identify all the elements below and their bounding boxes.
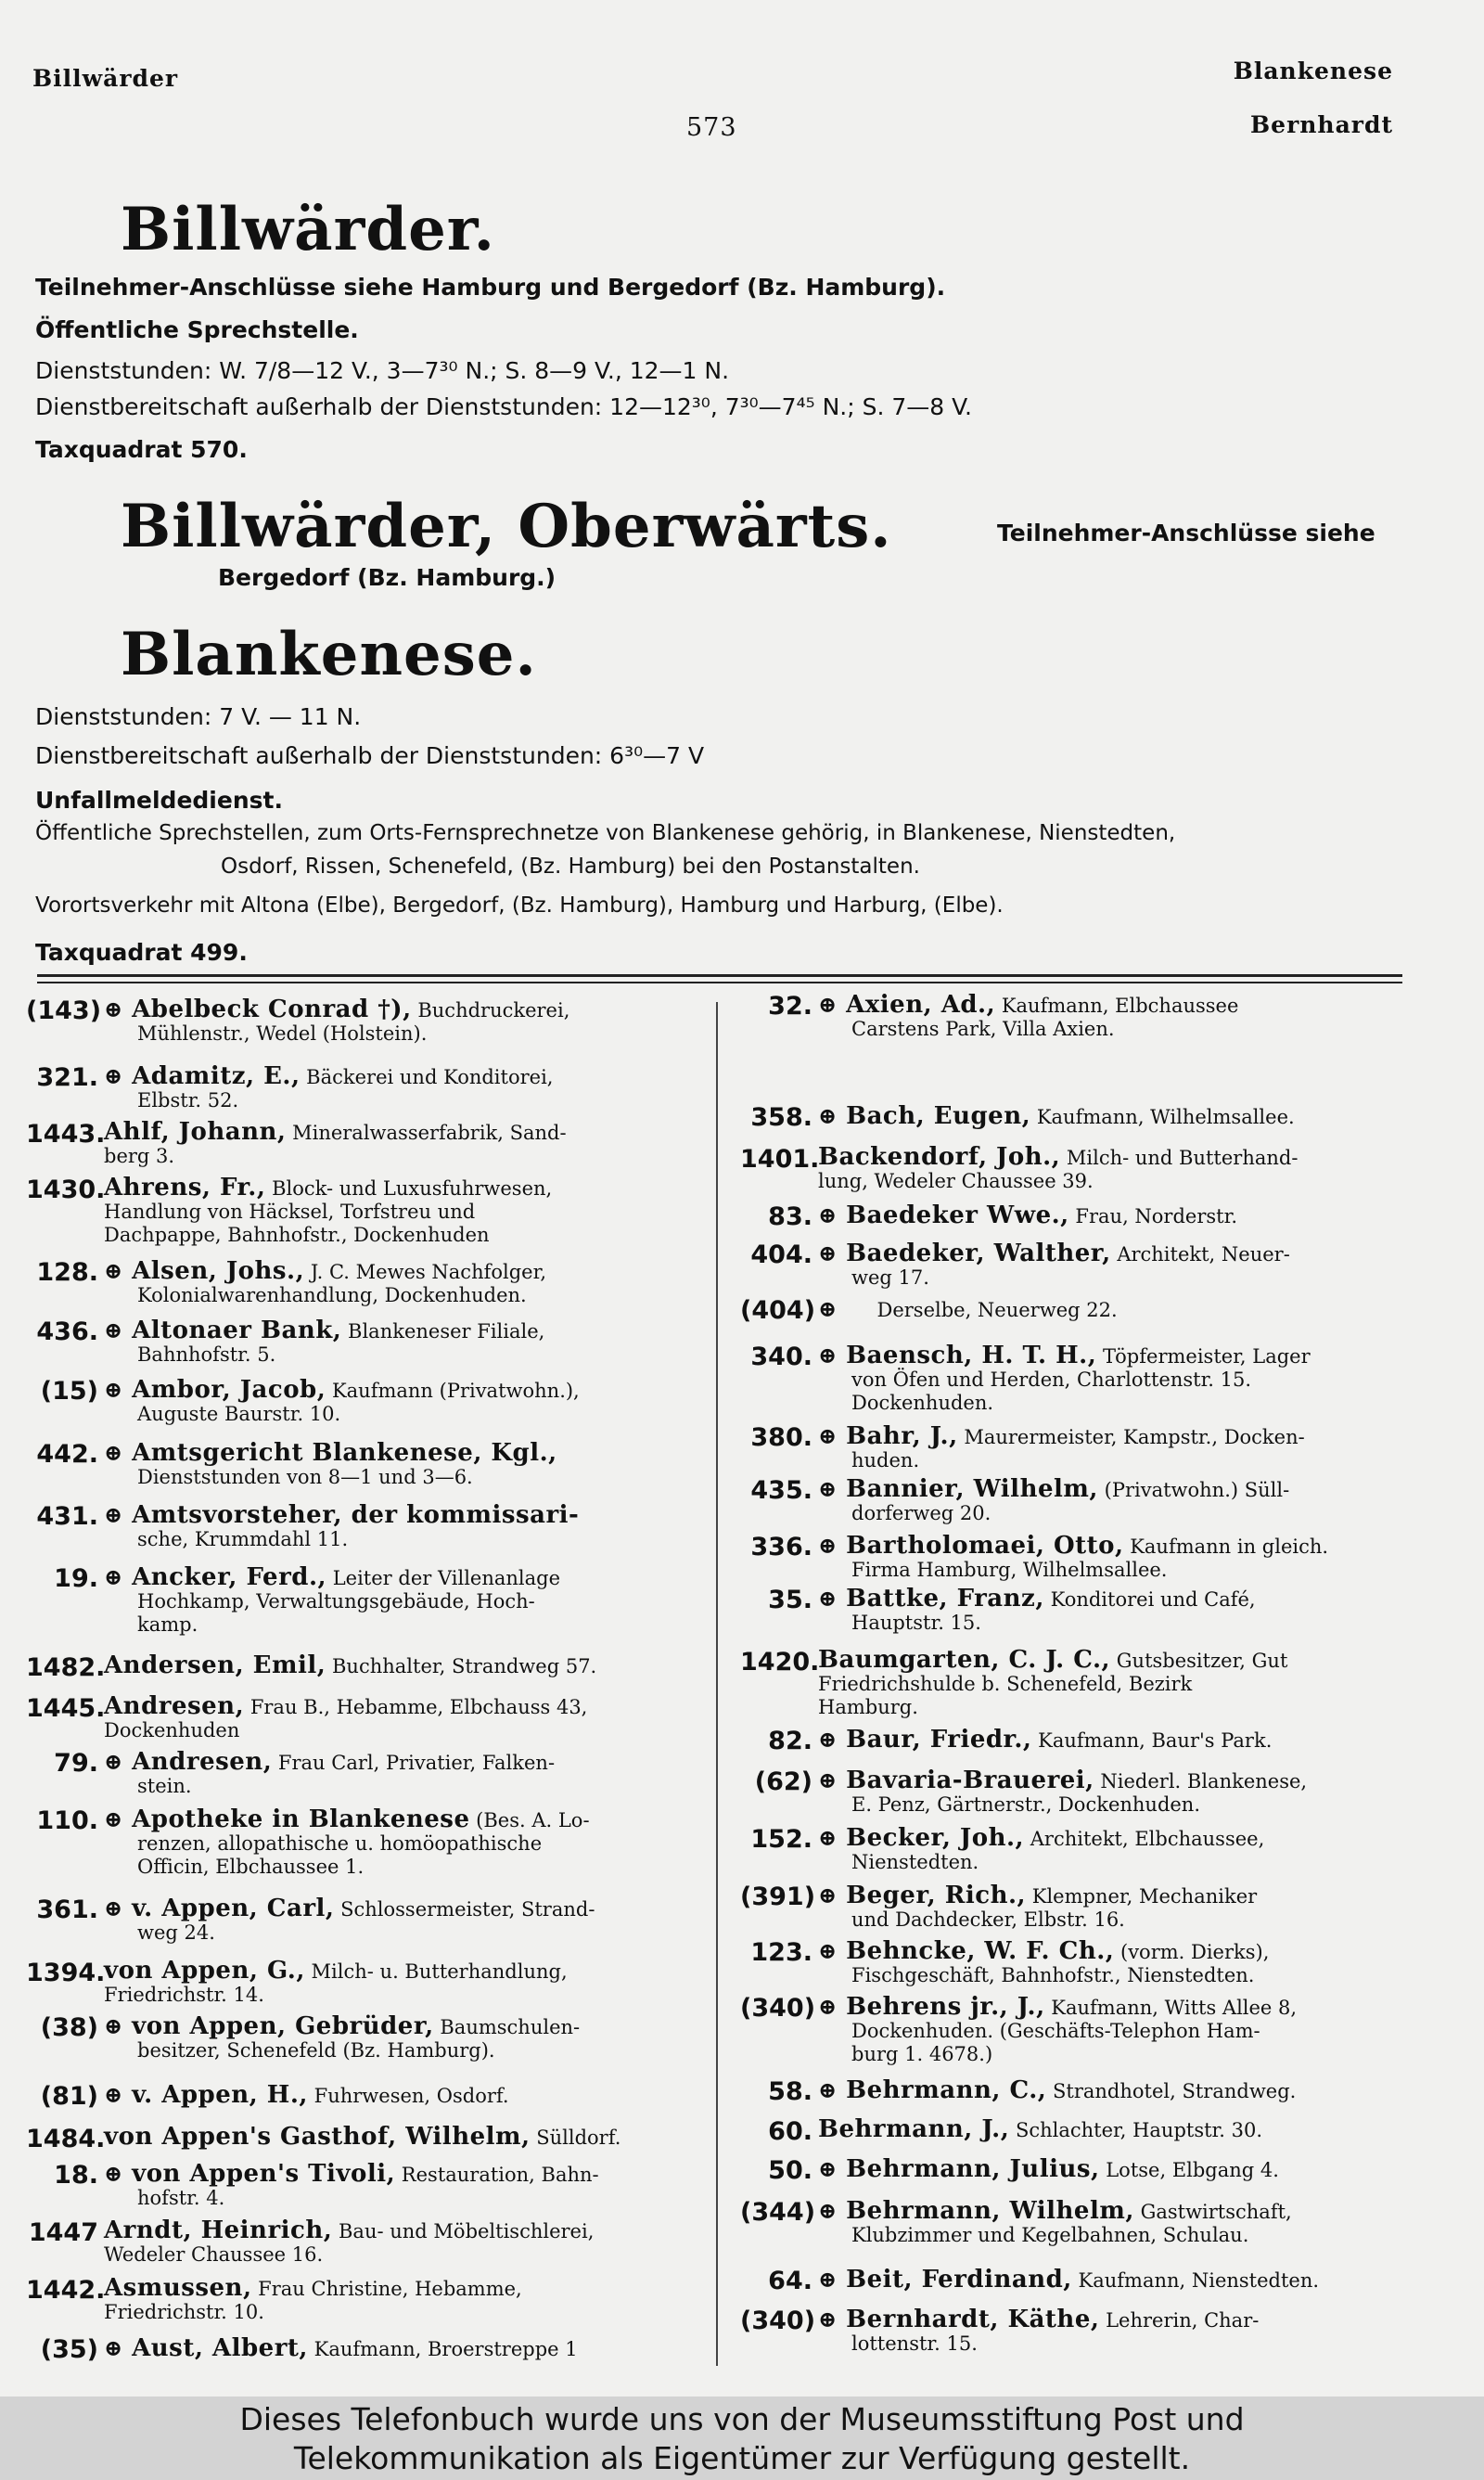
section-title-billwaerder: Billwärder. [121, 195, 495, 264]
subscriber-name: Bernhardt, Käthe, [846, 2306, 1100, 2333]
entry-text [104, 997, 569, 1046]
public-station-mark: ⊕ [104, 1062, 123, 1089]
public-station-mark: ⊕ [104, 996, 123, 1022]
billwaerder-line-1: Teilnehmer-Anschlüsse siehe Hamburg und Bergedorf (Bz. Hamburg). [35, 274, 946, 301]
subscriber-name: Bartholomaei, Otto, [846, 1532, 1124, 1560]
running-header-left: Billwärder [32, 65, 179, 92]
entry-detail: Kaufmann (Privatwohn.), [326, 1380, 580, 1402]
billwaerder-line-2: Öffentliche Sprechstelle. [35, 316, 359, 343]
public-station-mark: ⊕ [104, 1501, 123, 1528]
subscriber-number: 380. [750, 1423, 812, 1452]
entry-detail-continued: Carstens Park, Villa Axien. [851, 1018, 1115, 1040]
entry-text [104, 2014, 580, 2062]
subscriber-name: Axien, Ad., [846, 991, 996, 1019]
subscriber-name: Ambor, Jacob, [132, 1376, 326, 1404]
entry-detail: Kaufmann, Broerstreppe 1 [307, 2338, 578, 2360]
entry-detail: Milch- u. Butterhandlung, [304, 1960, 568, 1983]
entry-detail-continued: Kolonialwarenhandlung, Dockenhuden. [137, 1284, 527, 1306]
entry-detail-continued: Nienstedten. [851, 1851, 979, 1873]
public-station-mark: ⊕ [104, 2012, 123, 2039]
subscriber-number: 1445. [26, 1694, 106, 1723]
entry-text [818, 2078, 1296, 2103]
entry-text [104, 1441, 557, 1489]
subscriber-name: Amtsvorsteher, der kommissari- [132, 1501, 580, 1529]
public-station-mark: ⊕ [104, 1895, 123, 1921]
entry-detail-continued: berg 3. [104, 1145, 175, 1167]
blankenese-line-3: Unfallmeldedienst. [35, 787, 283, 814]
subscriber-number: 1401. [740, 1145, 820, 1174]
entry-text [104, 1565, 560, 1637]
entry-detail-continued: Fischgeschäft, Bahnhofstr., Nienstedten. [851, 1964, 1255, 1986]
entry-detail: Blankeneser Filiale, [341, 1320, 545, 1343]
subscriber-name: Behrmann, C., [846, 2076, 1047, 2104]
subscriber-name: Behrmann, Wilhelm, [846, 2197, 1134, 2225]
entry-text [818, 1534, 1328, 1582]
entry-text [818, 2115, 1263, 2143]
subscriber-number: 123. [750, 1938, 812, 1967]
public-station-mark: ⊕ [818, 1240, 838, 1266]
page-number: 573 [686, 113, 737, 142]
entry-detail: Bäckerei und Konditorei, [300, 1066, 554, 1088]
public-station-mark: ⊕ [104, 1257, 123, 1284]
entry-detail: (Bes. A. Lo- [469, 1809, 590, 1831]
entry-text [818, 1883, 1257, 1932]
footer-notice [0, 2396, 1484, 2480]
entry-text [104, 2274, 522, 2324]
subscriber-name: Baedeker Wwe., [846, 1201, 1069, 1229]
entry-detail-continued: kamp. [137, 1613, 198, 1636]
entry-text [818, 1241, 1290, 1290]
entry-detail-continued: burg 1. 4678.) [851, 2043, 993, 2065]
public-station-mark: ⊕ [818, 1201, 838, 1228]
subscriber-number: (35) [40, 2335, 98, 2364]
blankenese-line-2: Dienstbereitschaft außerhalb der Dienststunden: 6³⁰—7 V [35, 742, 705, 769]
entry-text [104, 1896, 595, 1945]
subscriber-name: Baensch, H. T. H., [846, 1342, 1097, 1369]
public-station-mark: ⊕ [818, 1882, 838, 1908]
entry-detail: Kaufmann, Elbchaussee [995, 995, 1239, 1017]
entry-text [818, 1143, 1298, 1193]
entry-detail: Buchhalter, Strandweg 57. [326, 1655, 597, 1677]
entry-detail: Kaufmann, Wilhelmsallee. [1030, 1106, 1295, 1128]
entry-text [818, 1297, 1118, 1322]
subscriber-number: (38) [40, 2013, 98, 2042]
public-station-mark: ⊕ [818, 2197, 838, 2224]
subscriber-number: 82. [768, 1727, 812, 1755]
entry-text [104, 1692, 588, 1742]
entry-text [818, 1995, 1297, 2066]
entry-text [818, 1203, 1237, 1228]
subscriber-name: Andresen, [132, 1748, 273, 1776]
subscriber-name: Amtsgericht Blankenese, Kgl., [132, 1439, 557, 1467]
entry-detail-continued: Officin, Elbchaussee 1. [137, 1856, 365, 1878]
entry-detail: Frau Carl, Privatier, Falken- [272, 1752, 556, 1774]
subscriber-number: 1447 [28, 2218, 98, 2247]
subscriber-name: Abelbeck Conrad †), [132, 996, 412, 1023]
entry-detail: Kaufmann, Baur's Park. [1031, 1729, 1273, 1752]
subscriber-number: 361. [36, 1895, 98, 1924]
entry-text [818, 1104, 1295, 1129]
subscriber-name: Behrens jr., J., [846, 1993, 1045, 2021]
entry-text [818, 1587, 1256, 1635]
entry-text [818, 1768, 1307, 1817]
entry-detail: Kaufmann, Nienstedten. [1071, 2269, 1320, 2292]
subscriber-name: Battke, Franz, [846, 1585, 1044, 1613]
public-station-mark: ⊕ [818, 1726, 838, 1753]
column-separator [716, 1002, 718, 2366]
entry-detail: (vorm. Dierks), [1114, 1941, 1270, 1963]
subscriber-number: (81) [40, 2082, 98, 2111]
subscriber-number: 336. [750, 1533, 812, 1561]
subscriber-number: 58. [768, 2077, 812, 2106]
entry-detail: Derselbe, Neuerweg 22. [846, 1299, 1118, 1321]
entry-text [818, 2199, 1292, 2247]
subscriber-name: Andersen, Emil, [104, 1651, 326, 1679]
entry-detail-continued: und Dachdecker, Elbstr. 16. [851, 1908, 1125, 1931]
subscriber-number: 32. [768, 992, 812, 1021]
entry-detail-continued: Friedrichshulde b. Schenefeld, Bezirk [818, 1673, 1193, 1695]
subscriber-name: Baedeker, Walther, [846, 1240, 1111, 1267]
subscriber-number: 110. [36, 1806, 98, 1835]
public-station-mark: ⊕ [104, 1439, 123, 1466]
public-station-mark: ⊕ [818, 2306, 838, 2332]
entry-text [818, 2307, 1259, 2356]
subscriber-number: 64. [768, 2267, 812, 2295]
entry-detail-continued: Auguste Baurstr. 10. [137, 1403, 341, 1425]
subscriber-number: 1420. [740, 1648, 820, 1677]
public-station-mark: ⊕ [818, 1475, 838, 1502]
entry-text [104, 1807, 590, 1879]
subscriber-name: Baur, Friedr., [846, 1726, 1032, 1754]
subscriber-number: 404. [750, 1240, 812, 1269]
subscriber-number: 79. [54, 1749, 98, 1778]
public-station-mark: ⊕ [818, 1532, 838, 1559]
entry-detail-continued: Dockenhuden. [851, 1392, 994, 1414]
entry-detail-continued: Firma Hamburg, Wilhelmsallee. [851, 1559, 1168, 1581]
subscriber-number: 128. [36, 1258, 98, 1287]
subscriber-number: 1430. [26, 1176, 106, 1204]
entry-detail: Buchdruckerei, [411, 999, 570, 1022]
subscriber-name: von Appen, Gebrüder, [132, 2012, 434, 2040]
subscriber-name: Aust, Albert, [132, 2334, 308, 2362]
entry-detail-continued: E. Penz, Gärtnerstr., Dockenhuden. [851, 1793, 1201, 1816]
public-station-mark: ⊕ [818, 1585, 838, 1612]
subscriber-number: 1484. [26, 2125, 106, 2153]
entry-detail: Lehrerin, Char- [1099, 2309, 1260, 2332]
entry-text [104, 1378, 580, 1426]
entry-detail-continued: sche, Krummdahl 11. [137, 1528, 349, 1550]
section-title-blankenese: Blankenese. [121, 620, 537, 689]
subscriber-number: 358. [750, 1103, 812, 1132]
public-station-mark: ⊕ [818, 2076, 838, 2103]
subscriber-name: Apotheke in Blankenese [132, 1805, 470, 1833]
subscriber-name: von Appen's Tivoli, [132, 2160, 396, 2188]
entry-detail: Töpfermeister, Lager [1096, 1345, 1311, 1368]
entry-detail-continued: Bahnhofstr. 5. [137, 1343, 276, 1366]
entry-text [104, 2219, 594, 2267]
entry-detail: Sülldorf. [530, 2127, 621, 2149]
subscriber-name: Bannier, Wilhelm, [846, 1475, 1098, 1503]
entry-detail-continued: Dockenhuden. (Geschäfts-Telephon Ham- [851, 2020, 1260, 2042]
public-station-mark: ⊕ [104, 1748, 123, 1775]
subscriber-number: 321. [36, 1063, 98, 1092]
entry-detail-continued: Handlung von Häcksel, Torfstreu und [104, 1201, 476, 1223]
entry-detail-continued: Klubzimmer und Kegelbahnen, Schulau. [851, 2224, 1249, 2246]
entry-detail: Kaufmann in gleich. [1123, 1536, 1329, 1558]
entry-detail: Niederl. Blankenese, [1094, 1770, 1308, 1793]
entry-detail-continued: huden. [851, 1449, 920, 1471]
subscriber-name: Altonaer Bank, [132, 1317, 342, 1344]
entry-detail: Schlossermeister, Strand- [334, 1898, 595, 1921]
public-station-mark: ⊕ [818, 2266, 838, 2293]
public-station-mark: ⊕ [104, 2334, 123, 2361]
blankenese-line-6: Vorortsverkehr mit Altona (Elbe), Bergedorf, (Bz. Hamburg), Hamburg und Harburg, (Elbe). [35, 893, 1004, 918]
subscriber-name: von Appen, G., [104, 1957, 305, 1985]
entry-text [104, 2083, 509, 2108]
subscriber-name: Arndt, Heinrich, [104, 2217, 333, 2244]
subscriber-number: 1443. [26, 1120, 106, 1149]
double-rule-bottom [37, 982, 1402, 983]
entry-detail-continued: Mühlenstr., Wedel (Holstein). [137, 1022, 428, 1045]
entry-detail: Restauration, Bahn- [395, 2164, 599, 2186]
subscriber-number: (62) [754, 1767, 812, 1796]
entry-detail: Milch- und Butterhand- [1060, 1147, 1298, 1169]
entry-detail-continued: Friedrichstr. 10. [104, 2301, 264, 2323]
entry-detail-continued: Hamburg. [818, 1696, 918, 1718]
billwaerder-line-3: Dienststunden: W. 7/8—12 V., 3—7³⁰ N.; S. 8—9 V., 12—1 N. [35, 357, 730, 384]
subscriber-name: Andresen, [104, 1692, 245, 1720]
blankenese-line-4: Öffentliche Sprechstellen, zum Orts-Fernsprechnetze von Blankenese gehörig, in Blankenese, Nienstedten, [35, 821, 1176, 845]
subscriber-number: 340. [750, 1343, 812, 1371]
entry-text [818, 1939, 1269, 1987]
entry-detail-continued: Dachpappe, Bahnhofstr., Dockenhuden [104, 1224, 490, 1246]
entry-text [104, 1318, 544, 1367]
oberwaerts-side-note: Teilnehmer-Anschlüsse siehe [997, 520, 1375, 546]
public-station-mark: ⊕ [818, 1342, 838, 1368]
subscriber-number: 152. [750, 1825, 812, 1854]
public-station-mark: ⊕ [818, 991, 838, 1018]
subscriber-number: (391) [740, 1882, 816, 1911]
subscriber-name: Bahr, J., [846, 1422, 958, 1450]
blankenese-line-7: Taxquadrat 499. [35, 939, 248, 966]
billwaerder-line-5: Taxquadrat 570. [35, 436, 248, 463]
subscriber-number: 35. [768, 1586, 812, 1614]
entry-detail: Frau Christine, Hebamme, [251, 2278, 522, 2300]
entry-detail: Bau- und Möbeltischlerei, [332, 2220, 595, 2242]
entry-detail: Baumschulen- [433, 2016, 581, 2038]
entry-detail-continued: Wedeler Chaussee 16. [104, 2243, 324, 2266]
subscriber-number: 442. [36, 1440, 98, 1469]
public-station-mark: ⊕ [818, 1767, 838, 1793]
subscriber-number: 436. [36, 1317, 98, 1346]
public-station-mark: ⊕ [104, 1805, 123, 1832]
entry-detail-continued: weg 17. [851, 1266, 929, 1289]
entry-detail: Klempner, Mechaniker [1026, 1885, 1258, 1908]
public-station-mark: ⊕ [818, 1824, 838, 1851]
entry-detail: Architekt, Neuer- [1110, 1243, 1290, 1266]
subscriber-name: Baumgarten, C. J. C., [818, 1646, 1111, 1674]
subscriber-name: Becker, Joh., [846, 1824, 1025, 1852]
footer-line-2: Telekommunikation als Eigentümer zur Verfügung gestellt. [293, 2440, 1191, 2476]
subscriber-name: Bach, Eugen, [846, 1102, 1031, 1130]
entry-text [818, 1424, 1305, 1472]
entry-text [818, 1343, 1311, 1415]
entry-text [104, 1064, 553, 1112]
entry-text [104, 1176, 552, 1247]
entry-detail-continued: weg 24. [137, 1921, 215, 1944]
subscriber-number: (340) [740, 2307, 816, 2335]
entry-detail-continued: Friedrichstr. 14. [104, 1984, 264, 2006]
entry-detail-continued: von Öfen und Herden, Charlottenstr. 15. [851, 1368, 1252, 1391]
entry-text [818, 2157, 1279, 2182]
running-header-right-top: Blankenese [1233, 58, 1393, 84]
entry-detail-continued: hofstr. 4. [137, 2187, 225, 2209]
entry-detail-continued: Elbstr. 52. [137, 1089, 239, 1112]
entry-detail: Leiter der Villenanlage [326, 1567, 561, 1589]
subscriber-name: Asmussen, [104, 2274, 252, 2302]
entry-detail-continued: Dienststunden von 8—1 und 3—6. [137, 1466, 473, 1488]
subscriber-number: 1394. [26, 1959, 106, 1987]
subscriber-name: v. Appen, Carl, [132, 1895, 335, 1922]
subscriber-number: 435. [750, 1476, 812, 1505]
subscriber-number: (340) [740, 1994, 816, 2023]
subscriber-number: 1442. [26, 2276, 106, 2305]
subscriber-number: (143) [26, 996, 102, 1025]
subscriber-number: (15) [40, 1377, 98, 1406]
subscriber-number: 431. [36, 1502, 98, 1531]
entry-text [818, 1477, 1289, 1525]
entry-detail-continued: lung, Wedeler Chaussee 39. [818, 1170, 1094, 1192]
public-station-mark: ⊕ [104, 1563, 123, 1590]
entry-detail: Mineralwasserfabrik, Sand- [286, 1122, 567, 1144]
section-title-oberwaerts: Billwärder, Oberwärts. [121, 492, 892, 561]
blankenese-line-5: Osdorf, Rissen, Schenefeld, (Bz. Hamburg) bei den Postanstalten. [221, 855, 920, 879]
entry-text [818, 2268, 1319, 2293]
entry-text [104, 1651, 597, 1679]
entry-detail: Block- und Luxusfuhrwesen, [265, 1177, 553, 1200]
subscriber-name: Ahrens, Fr., [104, 1174, 266, 1201]
entry-detail: Kaufmann, Witts Allee 8, [1044, 1997, 1298, 2019]
subscriber-number: (344) [740, 2198, 816, 2227]
public-station-mark: ⊕ [818, 1422, 838, 1449]
entry-detail: (Privatwohn.) Süll- [1097, 1479, 1290, 1501]
blankenese-line-1: Dienststunden: 7 V. — 11 N. [35, 703, 362, 730]
entry-detail: Frau B., Hebamme, Elbchauss 43, [244, 1696, 588, 1718]
entry-text [104, 1503, 579, 1551]
subscriber-number: (404) [740, 1296, 816, 1325]
entry-detail: Strandhotel, Strandweg. [1046, 2080, 1297, 2102]
entry-detail-continued: Hochkamp, Verwaltungsgebäude, Hoch- [137, 1590, 535, 1613]
subscriber-name: Behncke, W. F. Ch., [846, 1937, 1115, 1965]
entry-detail-continued: dorferweg 20. [851, 1502, 991, 1524]
entry-text [104, 2123, 621, 2151]
entry-detail: Gutsbesitzer, Gut [1110, 1650, 1288, 1672]
entry-detail-continued: stein. [137, 1775, 192, 1797]
entry-detail-continued: lottenstr. 15. [851, 2332, 978, 2355]
subscriber-number: 18. [54, 2161, 98, 2190]
public-station-mark: ⊕ [104, 2160, 123, 2187]
entry-detail: Konditorei und Café, [1043, 1588, 1256, 1611]
public-station-mark: ⊕ [818, 1295, 838, 1322]
subscriber-name: Behrmann, Julius, [846, 2155, 1100, 2183]
entry-detail: J. C. Mewes Nachfolger, [304, 1261, 546, 1283]
entry-text [818, 1646, 1288, 1719]
subscriber-name: Alsen, Johs., [132, 1257, 305, 1285]
footer-line-1: Dieses Telefonbuch wurde uns von der Museumsstiftung Post und [239, 2401, 1245, 2437]
entry-detail: Maurermeister, Kampstr., Docken- [957, 1426, 1305, 1448]
entry-text [104, 2336, 578, 2361]
subscriber-name: Beit, Ferdinand, [846, 2266, 1072, 2294]
subscriber-number: 19. [54, 1564, 98, 1593]
entry-detail: Lotse, Elbgang 4. [1099, 2159, 1279, 2181]
entry-detail-continued: besitzer, Schenefeld (Bz. Hamburg). [137, 2039, 495, 2062]
subscriber-number: 60. [768, 2117, 812, 2146]
entry-text [818, 1826, 1264, 1874]
subscriber-name: Behrmann, J., [818, 2115, 1010, 2143]
entry-text [104, 2162, 599, 2210]
subscriber-name: Adamitz, E., [132, 1062, 301, 1090]
subscriber-name: von Appen's Gasthof, Wilhelm, [104, 2123, 531, 2151]
entry-text [104, 1957, 568, 2007]
entry-text [818, 993, 1238, 1041]
public-station-mark: ⊕ [104, 1376, 123, 1403]
public-station-mark: ⊕ [818, 1102, 838, 1129]
subscriber-name: Backendorf, Joh., [818, 1143, 1061, 1171]
public-station-mark: ⊕ [818, 1993, 838, 2020]
running-header-right-bottom: Bernhardt [1250, 111, 1393, 138]
public-station-mark: ⊕ [104, 1317, 123, 1343]
double-rule-top [37, 974, 1402, 977]
subscriber-name: Bavaria-Brauerei, [846, 1767, 1094, 1794]
entry-detail: Schlachter, Hauptstr. 30. [1009, 2119, 1263, 2141]
entry-text [818, 1728, 1272, 1753]
subscriber-number: 83. [768, 1202, 812, 1231]
subscriber-name: Ancker, Ferd., [132, 1563, 327, 1591]
subscriber-name: Ahlf, Johann, [104, 1118, 287, 1146]
entry-detail: Gastwirtschaft, [1133, 2201, 1292, 2223]
oberwaerts-line: Bergedorf (Bz. Hamburg.) [218, 564, 556, 591]
public-station-mark: ⊕ [104, 2081, 123, 2108]
entry-text [104, 1259, 546, 1307]
entry-detail-continued: Hauptstr. 15. [851, 1612, 981, 1634]
public-station-mark: ⊕ [818, 1937, 838, 1964]
billwaerder-line-4: Dienstbereitschaft außerhalb der Dienststunden: 12—12³⁰, 7³⁰—7⁴⁵ N.; S. 7—8 V. [35, 393, 972, 420]
subscriber-name: v. Appen, H., [132, 2081, 308, 2109]
entry-detail: Fuhrwesen, Osdorf. [307, 2085, 509, 2107]
entry-detail-continued: renzen, allopathische u. homöopathische [137, 1832, 543, 1855]
public-station-mark: ⊕ [818, 2155, 838, 2182]
subscriber-number: 50. [768, 2156, 812, 2185]
subscriber-name: Beger, Rich., [846, 1882, 1027, 1909]
entry-detail-continued: Dockenhuden [104, 1719, 240, 1741]
entry-detail: Frau, Norderstr. [1068, 1205, 1238, 1227]
entry-text [104, 1118, 567, 1168]
subscriber-number: 1482. [26, 1653, 106, 1682]
entry-text [104, 1750, 555, 1798]
entry-detail: Architekt, Elbchaussee, [1024, 1828, 1265, 1850]
